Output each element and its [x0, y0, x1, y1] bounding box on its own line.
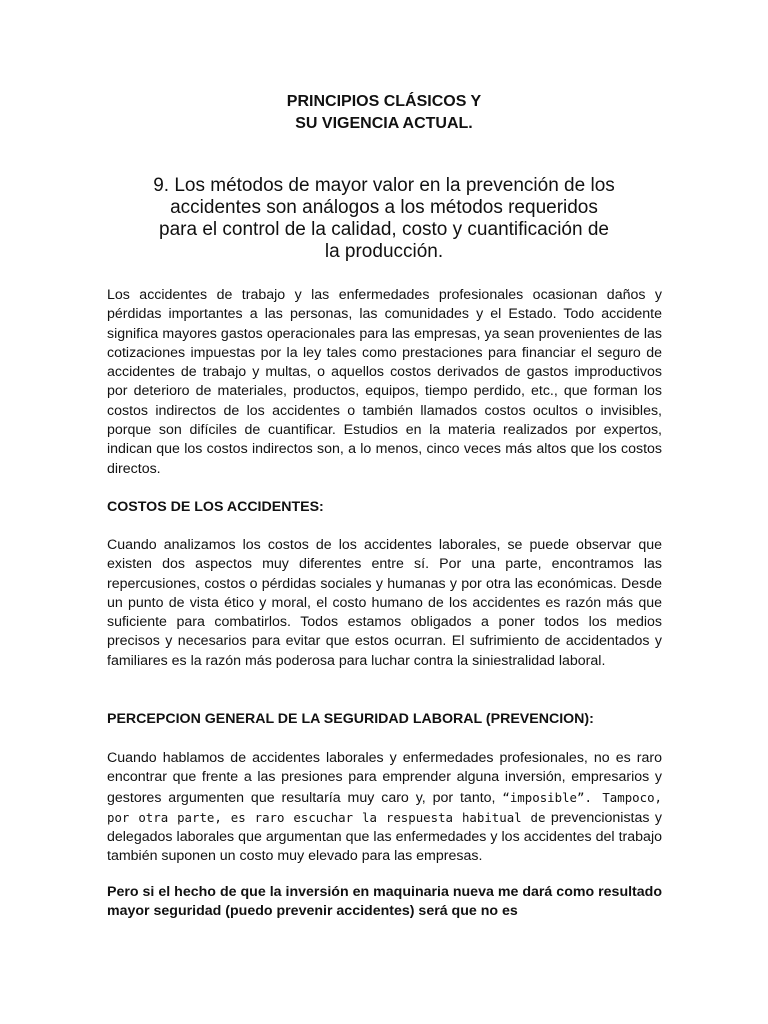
perception-text-mono: “imposible”. Tampoco, por otra parte, es raro escuchar la respuesta habitual de: [107, 789, 662, 825]
perception-text-part-2: prevencionistas y delegados laborales que argumentan que las enfermedades y los accidentes del trabajo también suponen un costo muy elevado para las empresas.: [107, 809, 662, 865]
perception-text-part-1: Cuando hablamos de accidentes laborales y enfermedades profesionales, no es raro encontrar que frente a las presiones para emprender alguna inversión, empresarios y gestores argumenten que resultaría muy caro y, por tanto,: [107, 750, 662, 806]
investment-paragraph: Pero si el hecho de que la inversión en maquinaria nueva me dará como resultado mayor seguridad (puedo prevenir accidentes) será que no es: [107, 884, 662, 920]
intro-paragraph: Los accidentes de trabajo y las enfermedades profesionales ocasionan daños y pérdidas importantes a las personas, las comunidades y el Estado. Todo accidente significa mayores gastos operacionales para las empresas, ya sean provenientes de las cotizaciones impuestas por la ley tales como prestaciones para financiar el seguro de accidentes de trabajo y multas, o aquellos costos derivados de gastos improductivos por deterioro de materiales, productos, equipos, tiempo perdido, etc., que forman los costos indirectos de los accidentes o también llamados costos ocultos o invisibles, porque son difíciles de cuantificar. Estudios en la materia realizados por expertos, indican que los costos indirectos son, a lo menos, cinco veces más altos que los costos directos.: [107, 287, 662, 477]
title-line-1: PRINCIPIOS CLÁSICOS Y: [286, 93, 482, 110]
section-heading-perception: PERCEPCION GENERAL DE LA SEGURIDAD LABORAL (PREVENCION):: [107, 711, 594, 727]
perception-paragraph: [107, 749, 662, 867]
document-title: [0, 91, 768, 135]
title-line-2: SU VIGENCIA ACTUAL.: [295, 115, 473, 132]
principle-statement: 9. Los métodos de mayor valor en la prevención de los accidentes son análogos a los métodos requeridos para el control de la calidad, costo y cuantificación de la producción.: [153, 175, 615, 262]
section-heading-costs: COSTOS DE LOS ACCIDENTES:: [107, 499, 324, 515]
costs-paragraph: Cuando analizamos los costos de los accidentes laborales, se puede observar que existen dos aspectos muy diferentes entre sí. Por una parte, encontramos las repercusiones, costos o pérdidas sociales y humanas y por otra las económicas. Desde un punto de vista ético y moral, el costo humano de los accidentes es razón más que suficiente para combatirlos. Todos estamos obligados a poner todos los medios precisos y necesarios para evitar que estos ocurran. El sufrimiento de accidentados y familiares es la razón más poderosa para luchar contra la siniestralidad laboral.: [107, 537, 662, 669]
